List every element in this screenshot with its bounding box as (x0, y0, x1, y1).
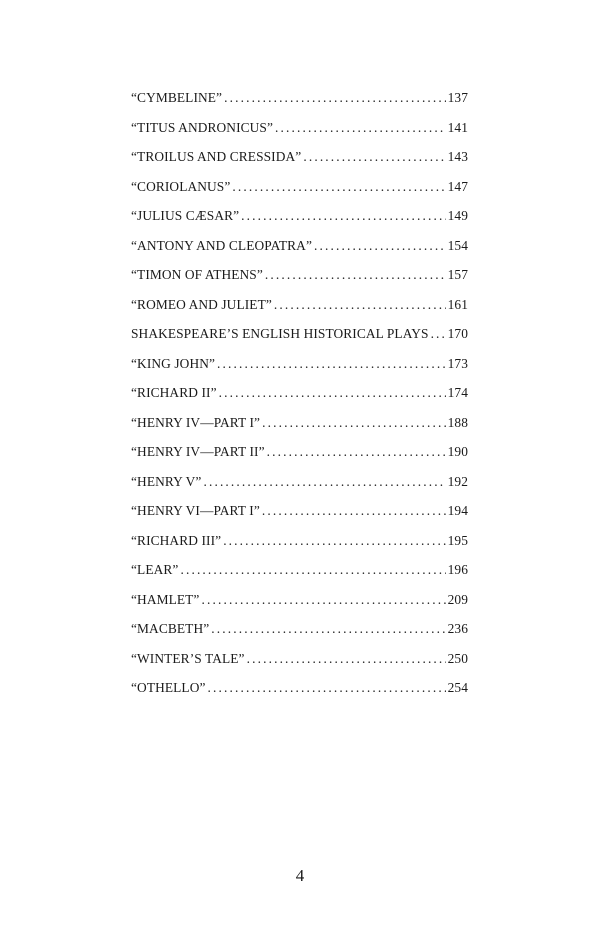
toc-entry[interactable] (131, 149, 468, 179)
toc-dot-leader (180, 562, 445, 578)
toc-dot-leader (267, 444, 446, 460)
toc-entry-title: “HENRY VI—PART I” (131, 503, 260, 518)
table-of-contents (131, 90, 468, 710)
toc-entry-page: 188 (447, 414, 468, 430)
toc-dot-leader (241, 208, 445, 224)
toc-entry-page: 190 (447, 444, 468, 459)
toc-entry[interactable] (131, 680, 468, 710)
toc-dot-leader (303, 149, 445, 165)
toc-entry-page: 157 (447, 267, 468, 282)
toc-entry-title: “LEAR” (131, 562, 179, 577)
toc-entry-title: “MACBETH” (131, 621, 210, 636)
toc-dot-leader (314, 238, 446, 254)
toc-dot-leader (217, 356, 446, 372)
toc-dot-leader (262, 415, 446, 431)
toc-entry[interactable] (131, 415, 468, 445)
toc-entry[interactable] (131, 592, 468, 622)
toc-dot-leader (265, 267, 446, 283)
toc-entry[interactable] (131, 621, 468, 651)
toc-entry-title: “WINTER’S TALE” (131, 650, 245, 666)
toc-entry-title: “OTHELLO” (131, 680, 206, 695)
toc-entry-page: 194 (447, 503, 468, 518)
toc-entry[interactable] (131, 651, 468, 681)
toc-entry[interactable] (131, 208, 468, 238)
toc-entry[interactable] (131, 297, 468, 327)
toc-entry-title: “CORIOLANUS” (131, 178, 231, 194)
toc-entry-page: 143 (447, 149, 468, 164)
toc-dot-leader (274, 297, 446, 313)
toc-entry[interactable] (131, 90, 468, 120)
toc-dot-leader (431, 326, 446, 342)
toc-entry-page: 161 (447, 296, 468, 312)
toc-entry-page: 147 (447, 178, 468, 194)
toc-dot-leader (219, 385, 446, 401)
toc-entry-page: 137 (447, 90, 468, 105)
toc-entry-page: 141 (447, 119, 468, 135)
toc-entry-title: “HENRY IV—PART II” (131, 444, 265, 459)
toc-dot-leader (211, 621, 445, 637)
toc-dot-leader (275, 120, 446, 136)
toc-entry-title: “HENRY V” (131, 473, 202, 489)
toc-entry-title: “HENRY IV—PART I” (131, 414, 261, 430)
toc-entry-page: 170 (447, 326, 468, 341)
page-number: 4 (295, 866, 305, 885)
toc-entry-page: 209 (447, 591, 468, 607)
toc-entry[interactable] (131, 179, 468, 209)
toc-entry[interactable] (131, 503, 468, 533)
toc-entry-title: “JULIUS CÆSAR” (131, 208, 240, 223)
toc-entry[interactable] (131, 385, 468, 415)
toc-dot-leader (262, 503, 446, 519)
toc-entry-title: “TIMON OF ATHENS” (131, 267, 263, 282)
toc-entry[interactable] (131, 356, 468, 386)
toc-dot-leader (203, 474, 445, 490)
toc-entry-page: 154 (447, 237, 468, 253)
toc-entry-page: 149 (447, 208, 468, 223)
toc-entry-title: “HAMLET” (131, 591, 200, 607)
toc-dot-leader (208, 680, 446, 696)
toc-dot-leader (232, 179, 445, 195)
toc-dot-leader (201, 592, 445, 608)
toc-entry-page: 254 (447, 680, 468, 695)
toc-entry[interactable] (131, 238, 468, 268)
toc-entry-title: SHAKESPEARE’S ENGLISH HISTORICAL PLAYS (131, 326, 429, 341)
toc-entry-page: 195 (447, 532, 468, 548)
toc-entry[interactable] (131, 474, 468, 504)
toc-entry[interactable] (131, 444, 468, 474)
toc-entry-page: 196 (447, 562, 468, 577)
toc-entry-page: 192 (447, 473, 468, 489)
toc-entry-title: “ANTONY AND CLEOPATRA” (131, 237, 312, 253)
toc-entry-page: 236 (447, 621, 468, 636)
toc-dot-leader (223, 533, 445, 549)
toc-entry-title: “TROILUS AND CRESSIDA” (131, 149, 302, 164)
toc-entry-title: “KING JOHN” (131, 355, 216, 371)
toc-entry-title: “ROMEO AND JULIET” (131, 296, 272, 312)
toc-entry-title: “TITUS ANDRONICUS” (131, 119, 274, 135)
toc-entry[interactable] (131, 267, 468, 297)
toc-entry[interactable] (131, 326, 468, 356)
toc-dot-leader (224, 90, 446, 106)
toc-entry[interactable] (131, 120, 468, 150)
toc-dot-leader (247, 651, 446, 667)
toc-entry-title: “RICHARD III” (131, 532, 222, 548)
toc-entry-page: 174 (447, 385, 468, 400)
toc-entry-page: 250 (447, 650, 468, 666)
toc-entry-page: 173 (447, 355, 468, 371)
toc-entry[interactable] (131, 533, 468, 563)
toc-entry[interactable] (131, 562, 468, 592)
toc-entry-title: “RICHARD II” (131, 385, 217, 400)
toc-entry-title: “CYMBELINE” (131, 90, 223, 105)
